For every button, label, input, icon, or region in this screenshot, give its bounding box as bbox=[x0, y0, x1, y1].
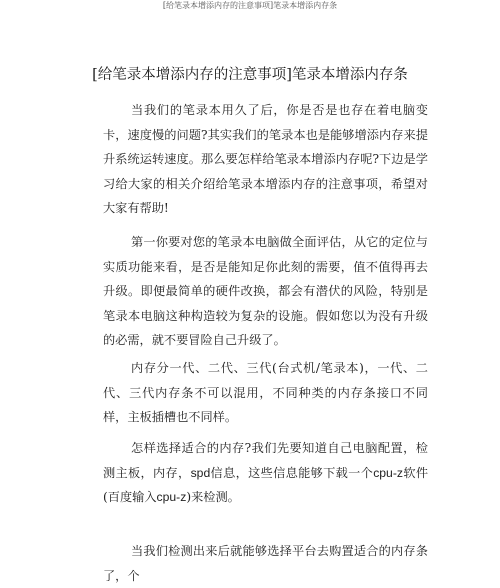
paragraph-text-segment: )来检测。 bbox=[186, 490, 240, 504]
paragraph-evaluation: 第一你要对您的笔录本电脑做全面评估，从它的定位与实质功能来看，是否是能知足你此刻的需要，值不值得再去升级。即便最简单的硬件改换，都会有潜伏的风险，特别是笔录本电脑这种构造较为复杂的设施。假如您以为没有升级的必需，就不要冒险自己升级了。 bbox=[103, 235, 428, 347]
paragraph-intro: 当我们的笔录本用久了后，你是否是也存在着电脑变卡，速度慢的问题?其实我们的笔录本也是能够增添内存来提升系统运转速度。那么要怎样给笔录本增添内存呢?下边是学习给大家的相关介绍给笔录本增添内存的注意事项，希望对大家有帮助! bbox=[103, 103, 428, 215]
running-header: [给笔录本增添内存的注意事项]笔录本增添内存条 bbox=[162, 1, 338, 10]
paragraph-text-segment: 信息，这些信息能够下载一个 bbox=[210, 465, 374, 480]
paragraph-choose-memory bbox=[103, 436, 428, 510]
paragraph-text-segment: 软件(百度输入 bbox=[103, 465, 429, 504]
document-title: [给笔录本增添内存的注意事项]笔录本增添内存条 bbox=[92, 67, 408, 83]
paragraph-purchase: 当我们检测出来后就能够选择平台去购置适合的内存条了，个 bbox=[103, 544, 428, 583]
paragraph-text-segment: cpu-z bbox=[156, 490, 187, 504]
paragraph-memory-generations: 内存分一代、二代、三代(台式机/笔录本)，一代、二代、三代内存条不可以混用，不同种类的内存条接口不同样，主板插槽也不同样。 bbox=[103, 361, 428, 424]
paragraph-text-segment: cpu-z bbox=[373, 465, 403, 480]
paragraph-text-segment: 怎样选择适合的内存?我们先要知道自己电脑配置，检测主板，内存， bbox=[103, 441, 428, 480]
paragraph-text-segment: spd bbox=[190, 465, 211, 480]
